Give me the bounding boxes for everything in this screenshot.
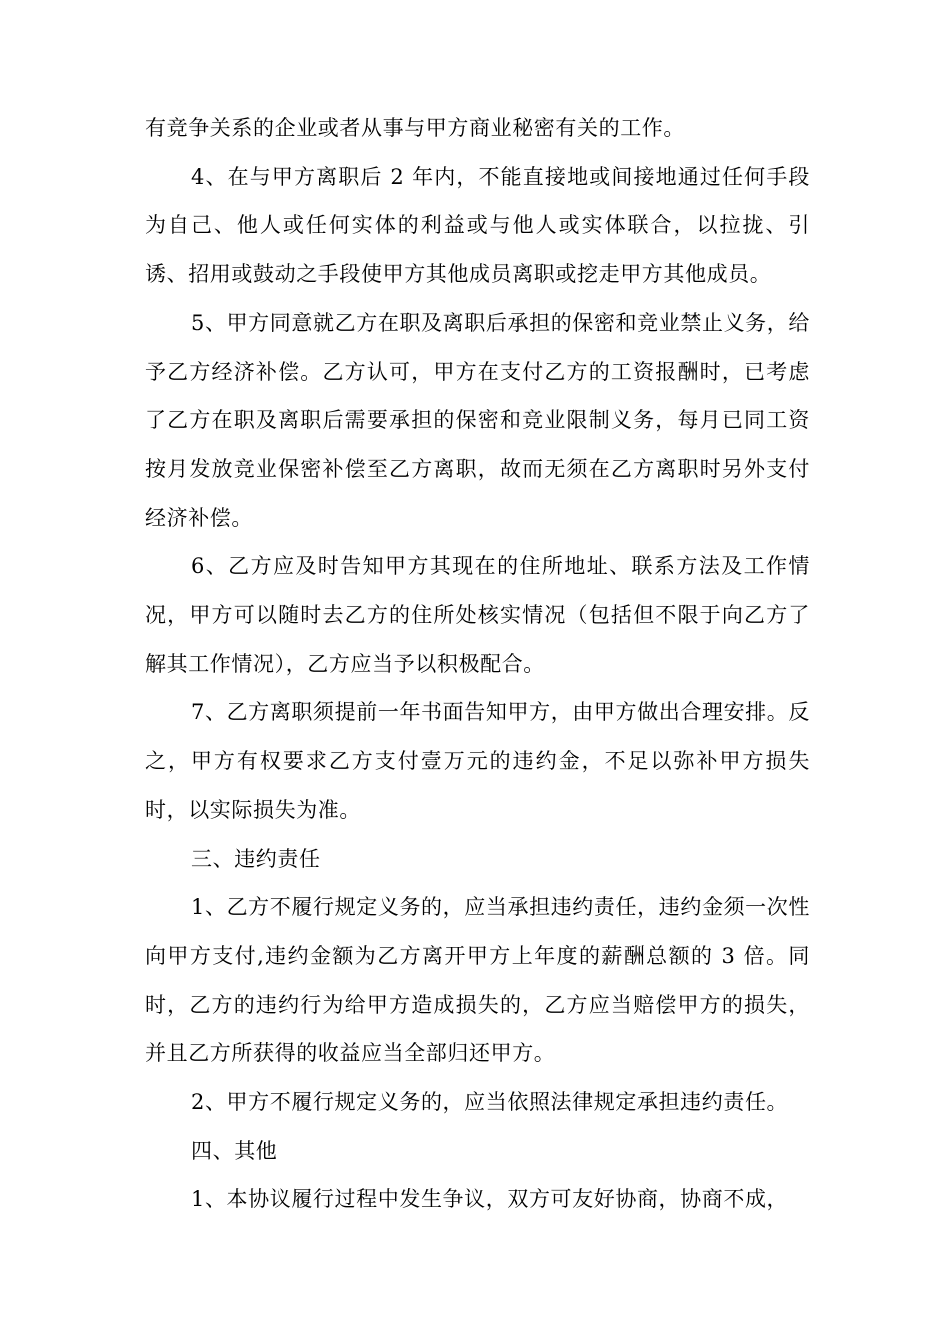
clause-4-paragraph: 4、在与甲方离职后 2 年内，不能直接地或间接地通过任何手段为自己、他人或任何实体的利益或与他人或实体联合，以拉拢、引诱、招用或鼓动之手段使甲方其他成员离职或挖走甲方其他成员。 <box>145 164 810 287</box>
section-heading-breach-liability: 三、违约责任 <box>191 846 321 871</box>
section-heading-other: 四、其他 <box>191 1138 278 1163</box>
clause-7-paragraph: 7、乙方离职须提前一年书面告知甲方，由甲方做出合理安排。反之，甲方有权要求乙方支付壹万元的违约金，不足以弥补甲方损失时，以实际损失为准。 <box>145 700 810 822</box>
paragraph-continuation: 有竞争关系的企业或者从事与甲方商业秘密有关的工作。 <box>145 116 685 140</box>
clause-5-paragraph: 5、甲方同意就乙方在职及离职后承担的保密和竞业禁止义务，给予乙方经济补偿。乙方认可，甲方在支付乙方的工资报酬时，已考虑了乙方在职及离职后需要承担的保密和竞业限制义务，每月已同工资按月发放竞业保密补偿至乙方离职，故而无须在乙方离职时另外支付经济补偿。 <box>145 310 810 530</box>
breach-clause-1-paragraph: 1、乙方不履行规定义务的，应当承担违约责任，违约金须一次性向甲方支付,违约金额为乙方离开甲方上年度的薪酬总额的 3 倍。同时，乙方的违约行为给甲方造成损失的，乙方应当赔偿甲方的损失，并且乙方所获得的收益应当全部归还甲方。 <box>145 895 810 1066</box>
other-clause-1-paragraph: 1、本协议履行过程中发生争议，双方可友好协商，协商不成， <box>191 1187 789 1212</box>
clause-6-paragraph: 6、乙方应及时告知甲方其现在的住所地址、联系方法及工作情况，甲方可以随时去乙方的住所处核实情况（包括但不限于向乙方了解其工作情况），乙方应当予以积极配合。 <box>145 554 810 676</box>
document-body <box>145 104 810 1224</box>
breach-clause-2-paragraph: 2、甲方不履行规定义务的，应当依照法律规定承担违约责任。 <box>191 1090 789 1115</box>
